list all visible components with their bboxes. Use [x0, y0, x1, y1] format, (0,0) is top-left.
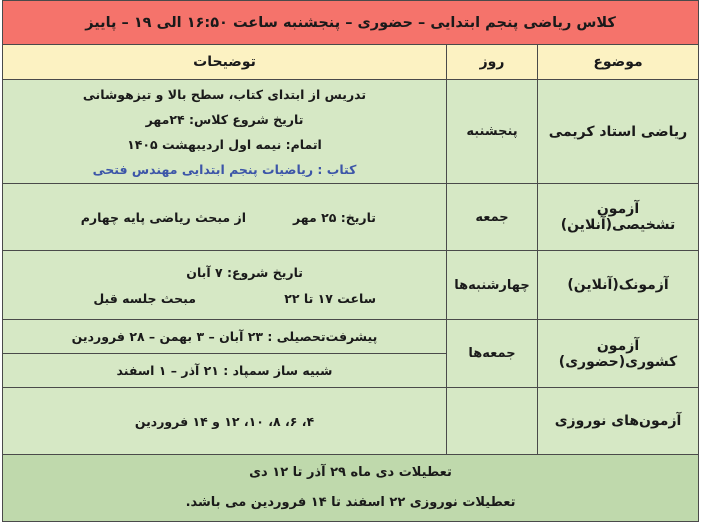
row2-description — [2, 183, 447, 251]
row1-book-line: کتاب : ریاضیات پنجم ابتدایی مهندس فتحی — [92, 161, 357, 177]
row1-line-3: اتمام: نیمه اول اردیبهشت ۱۴۰۵ — [127, 136, 322, 152]
row2-subject: آزمون تشخیصی(آنلاین) — [537, 183, 699, 251]
header-day: روز — [446, 44, 538, 80]
row4-line-2: شبیه ساز سمپاد : ۲۱ آذر – ۱ اسفند — [2, 353, 447, 388]
footer-line-1: تعطیلات دی ماه ۲۹ آذر تا ۱۲ دی — [249, 465, 452, 480]
row3-day: چهارشنبه‌ها — [446, 250, 538, 320]
row1-line-2: تاریخ شروع کلاس: ۲۴مهر — [145, 111, 304, 127]
row1-description — [2, 79, 447, 184]
row2-topic: از مبحث ریاضی پایه چهارم — [80, 210, 246, 225]
table-title: کلاس ریاضی پنجم ابتدایی – حضوری – پنجشنبه ساعت ۱۶:۵۰ الی ۱۹ – پاییز — [2, 0, 699, 45]
footer-line-2: تعطیلات نوروزی ۲۲ اسفند تا ۱۴ فروردین می باشد. — [185, 495, 516, 510]
row3-start-date: تاریخ شروع: ۷ آبان — [186, 265, 303, 280]
row5-subject: آزمون‌های نوروزی — [537, 387, 699, 455]
row4-day: جمعه‌ها — [446, 319, 538, 388]
row1-subject: ریاضی استاد کریمی — [537, 79, 699, 184]
header-subject: موضوع — [537, 44, 699, 80]
footer-notes — [2, 454, 699, 522]
row2-date: تاریخ: ۲۵ مهر — [292, 210, 376, 225]
row2-day: جمعه — [446, 183, 538, 251]
row3-time: ساعت ۱۷ تا ۲۲ — [284, 291, 376, 306]
row4-line-1: پیشرفت‌تحصیلی : ۲۳ آبان – ۳ بهمن – ۲۸ فروردین — [2, 319, 447, 354]
row3-description — [2, 250, 447, 320]
row3-subject: آزمونک(آنلاین) — [537, 250, 699, 320]
row3-topic: مبحث جلسه قبل — [93, 291, 196, 306]
header-description: توضیحات — [2, 44, 447, 80]
row4-subject: آزمون کشوری(حضوری) — [537, 319, 699, 388]
row5-description: ۴، ۶، ۸، ۱۰، ۱۲ و ۱۴ فروردین — [2, 387, 447, 455]
row1-line-1: تدریس از ابتدای کتاب، سطح بالا و تیزهوشانی — [82, 86, 367, 102]
row1-day: پنجشنبه — [446, 79, 538, 184]
row5-day — [446, 387, 538, 455]
